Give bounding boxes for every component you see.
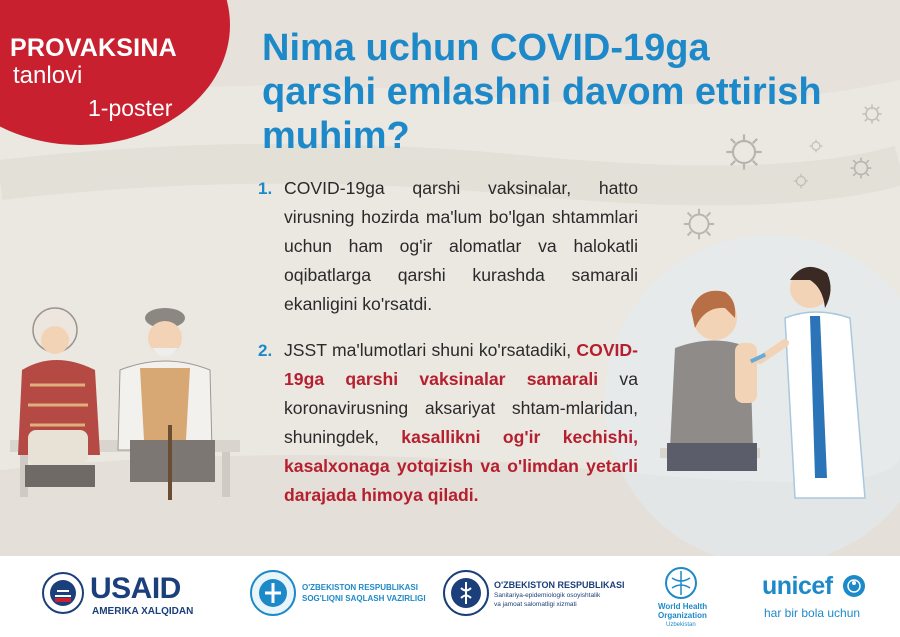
who-line1: World Health	[658, 602, 708, 611]
sanitary-line1: O'ZBEKISTON RESPUBLIKASI	[494, 580, 625, 590]
sanitary-line3: va jamoat salomatligi xizmati	[494, 601, 577, 608]
who-line2: Organization	[658, 611, 707, 620]
footer-logos	[0, 556, 900, 637]
elderly-couple-illustration	[0, 290, 250, 510]
item-text	[284, 336, 638, 510]
item-text-part: va koronavirusning aksariyat shtam-mlaridan, shuningdek,	[284, 369, 638, 447]
item-text-part: JSST ma'lumotlari shuni ko'rsatadiki,	[284, 340, 577, 360]
usaid-logo-text: USAID	[90, 572, 181, 605]
virus-icon	[848, 155, 874, 181]
sanitary-line2: Sanitariya-epidemiologik osoyishtalik	[494, 592, 601, 599]
virus-icon	[792, 172, 810, 190]
item-text: COVID-19ga qarshi vaksinalar, hatto virusning hozirda ma'lum bo'lgan shtammlari uchun ham og'ir alomatlar va halokatli oqibatlarga qarshi kurashda samarali ekanligini ko'rsatdi.	[284, 178, 638, 314]
ministry-line1: O'ZBEKISTON RESPUBLIKASI	[302, 583, 418, 592]
item-number: 1.	[258, 179, 273, 198]
badge-poster-number: 1-poster	[88, 95, 173, 121]
sanitary-emblem-icon	[443, 570, 489, 616]
usaid-seal-icon	[42, 572, 84, 614]
ministry-emblem-icon	[250, 570, 296, 616]
vaccination-illustration	[655, 248, 895, 513]
virus-icon	[860, 102, 884, 126]
ministry-line2: SOG'LIQNI SAQLASH VAZIRLIGI	[302, 594, 426, 603]
list-item-1	[258, 174, 638, 319]
poster-title: Nima uchun COVID-19ga qarshi emlashni davom ettirish muhim?	[262, 27, 822, 157]
who-line3: Uzbekistan	[666, 622, 696, 628]
badge-subtitle: tanlovi	[13, 62, 83, 89]
item-number: 2.	[258, 341, 273, 360]
unicef-subtitle: har bir bola uchun	[764, 606, 861, 620]
usaid-subtitle: AMERIKA XALQIDAN	[92, 606, 194, 617]
unicef-emblem-icon	[842, 574, 866, 598]
unicef-logo-text: unicef	[762, 572, 833, 600]
item-highlight: COVID-19ga qarshi vaksinalar samarali	[284, 340, 638, 389]
list-item-2	[258, 336, 638, 510]
item-highlight: kasallikni og'ir kechishi, kasalxonaga yotqizish va o'limdan yetarli darajada himoya qiladi.	[284, 427, 638, 505]
who-emblem-icon	[664, 566, 698, 600]
badge-title: PROVAKSINA	[10, 34, 177, 62]
virus-icon	[680, 205, 718, 243]
